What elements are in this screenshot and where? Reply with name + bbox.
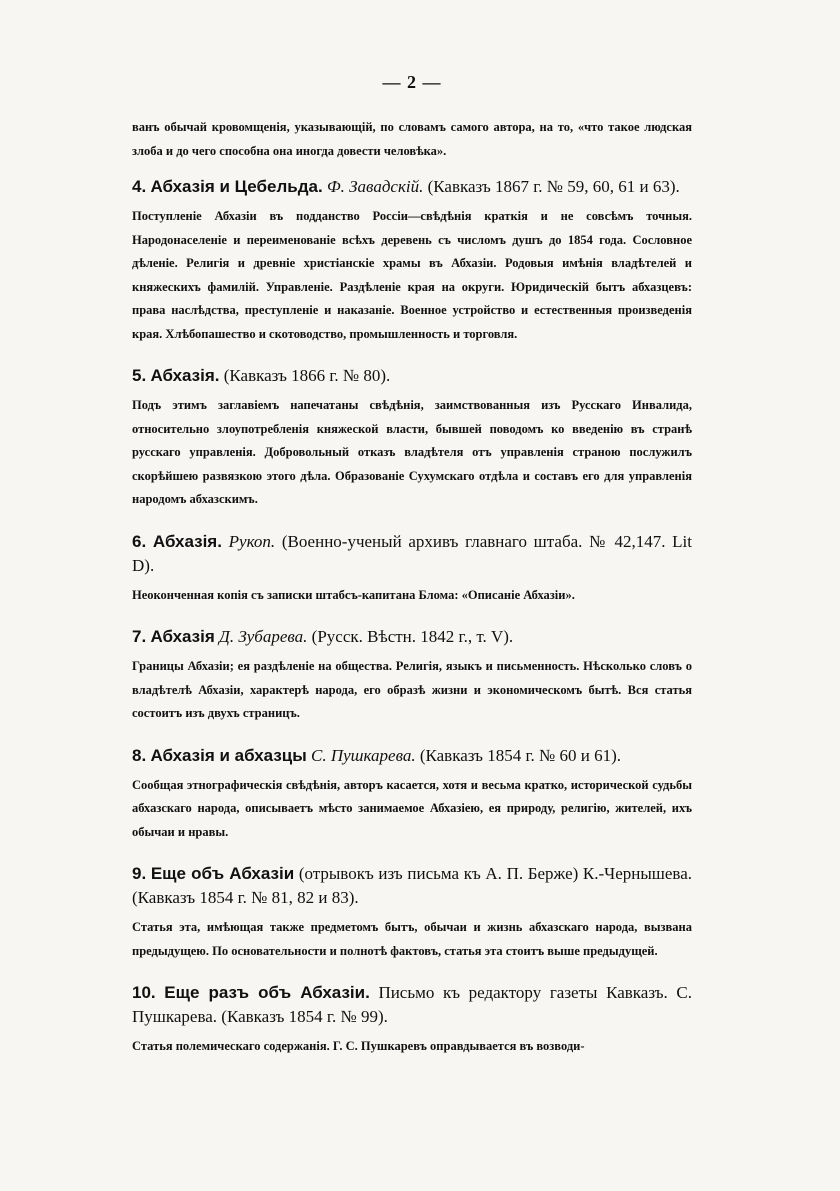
entry-title: Еще разъ объ Абхазіи. xyxy=(164,983,370,1002)
entry-heading xyxy=(132,625,692,649)
entry-author: Д. Зубарева. xyxy=(219,627,308,646)
entry-description: Границы Абхазіи; ея раздѣленіе на общества. Религія, языкъ и письменность. Нѣсколько словъ о владѣтелѣ Абхазіи, характерѣ народа, его образѣ жизни и экономическомъ бытѣ. Вся статья состоитъ изъ двухъ страницъ. xyxy=(132,659,692,720)
entry-source: (Военно-ученый архивъ главнаго штаба. № 42,147. Lit D). xyxy=(132,531,692,575)
entry-source: (Кавказъ 1866 г. № 80). xyxy=(223,366,391,385)
entry-heading xyxy=(132,862,692,910)
entry-number: 10. xyxy=(132,983,156,1002)
page-number: — 2 — xyxy=(382,72,442,92)
entry-source: (отрывокъ изъ письма къ А. П. Берже) К.-Чернышева. (Кавказъ 1854 г. № 81, 82 и 83). xyxy=(132,864,693,907)
entry-description: Сообщая этнографическія свѣдѣнія, авторъ касается, хотя и весьма кратко, исторической судьбы абхазскаго народа, описываетъ мѣсто занимаемое Абхазіею, ея природу, религію, жителей, ихъ обычаи и нравы. xyxy=(132,777,692,839)
entry-title: Абхазія. xyxy=(152,531,222,551)
entry-title: Абхазія xyxy=(150,627,215,646)
bibliography-entry xyxy=(132,744,692,845)
entry-number: 5. xyxy=(132,366,147,385)
bibliography-entry xyxy=(132,862,692,963)
entry-description: Статья полемическаго содержанія. Г. С. Пушкаревъ оправдывается въ возводи- xyxy=(132,1039,585,1053)
entry-description: Подъ этимъ заглавіемъ напечатаны свѣдѣнія, заимствованныя изъ Русскаго Инвалида, относительно злоупотребленія княжеской власти, бывшей поводомъ ко введенію въ странѣ русскаго управленія. Добровольный отказъ владѣтеля отъ управленія страною послужилъ скорѣйшею развязкою этого дѣла. Образованіе Сухумскаго отдѣла и составъ его для управленія народомъ абхазскимъ. xyxy=(132,398,692,506)
entry-heading xyxy=(132,175,692,199)
entry-title: Абхазія и Цебельда. xyxy=(150,177,323,196)
entry-source: (Кавказъ 1867 г. № 59, 60, 61 и 63). xyxy=(427,177,680,196)
intro-paragraph: ванъ обычай кровомщенія, указывающій, по словамъ самого автора, на то, «что такое людская злоба и до чего способна она иногда довести человѣка». xyxy=(132,120,692,158)
entry-heading xyxy=(132,981,692,1029)
entry-description: Поступленіе Абхазіи въ подданство Россіи—свѣдѣнія краткія и не совсѣмъ точныя. Народонаселеніе и переименованіе всѣхъ деревень съ числомъ душъ до 1854 года. Сословное дѣленіе. Религія и древніе христіанскіе храмы въ Абхазіи. Родовыя имѣнія владѣтелей и княжескихъ фамилій. Управленіе. Раздѣленіе края на округи. Юридическій бытъ абхазцевъ: права наслѣдства, преступленіе и наказаніе. Военное устройство и естественныя произведенія края. Хлѣбопашество и скотоводство, промышленность и торговля. xyxy=(132,209,692,341)
entry-title: Абхазія. xyxy=(150,366,220,385)
entry-heading xyxy=(132,530,692,578)
entry-title: Еще объ Абхазіи xyxy=(150,864,295,883)
entry-author: Ф. Завадскій. xyxy=(326,177,424,196)
entry-number: 8. xyxy=(132,745,147,765)
bibliography-entry xyxy=(132,625,692,726)
entry-description: Статья эта, имѣющая также предметомъ бытъ, обычаи и жизнь абхазскаго народа, вызвана предыдущею. По основательности и полнотѣ фактовъ, статья эта стоитъ выше предыдущей. xyxy=(132,920,692,958)
entry-heading xyxy=(132,364,692,388)
entry-source: Письмо къ редактору газеты Кавказъ. С. Пушкарева. (Кавказъ 1854 г. № 99). xyxy=(132,983,692,1026)
bibliography-entry xyxy=(132,530,692,608)
entry-number: 7. xyxy=(132,627,147,646)
bibliography-entry xyxy=(132,364,692,512)
bibliography-entry xyxy=(132,175,692,346)
bibliography-entry xyxy=(132,981,692,1059)
bibliography-list xyxy=(132,175,692,1059)
entry-number: 9. xyxy=(132,864,147,883)
entry-description: Неоконченная копія съ записки штабсъ-капитана Блома: «Описаніе Абхазіи». xyxy=(132,587,575,602)
entry-number: 4. xyxy=(132,177,147,196)
entry-author: Рукоп. xyxy=(228,531,276,551)
entry-author: С. Пушкарева. xyxy=(311,745,416,765)
entry-source: (Кавказъ 1854 г. № 60 и 61). xyxy=(419,745,621,765)
entry-heading xyxy=(132,744,692,768)
entry-title: Абхазія и абхазцы xyxy=(150,745,307,765)
entry-source: (Русск. Вѣстн. 1842 г., т. V). xyxy=(311,627,514,646)
entry-number: 6. xyxy=(132,531,147,551)
